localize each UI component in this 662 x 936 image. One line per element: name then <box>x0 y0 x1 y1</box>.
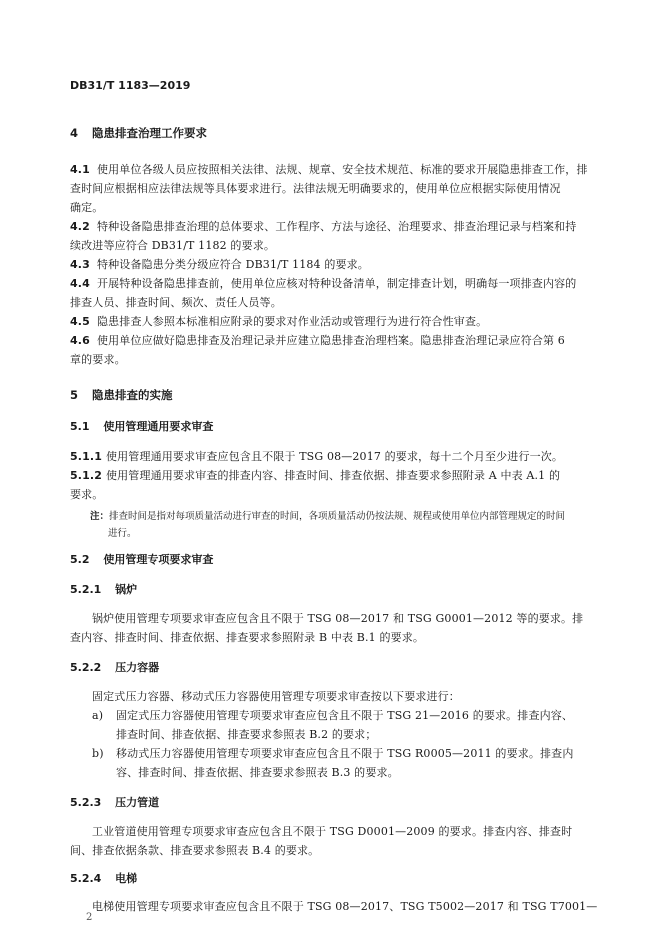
list-marker: b) <box>92 747 104 760</box>
clause-4-1-line-1 <box>70 161 588 177</box>
clause-number: 4.2 <box>70 220 90 233</box>
clause-4-2-line-1 <box>70 218 576 234</box>
clause-number: 4.3 <box>70 258 90 271</box>
vessel-item-b-line-2: 容、排查时间、排查依据、排查要求参照表 B.3 的要求。 <box>116 766 399 779</box>
clause-text: 隐患排查人参照本标准相应附录的要求对作业活动或管理行为进行符合性审查。 <box>97 315 488 328</box>
vessel-item-a-line-2: 排查时间、排查依据、排查要求参照表 B.2 的要求； <box>116 728 377 741</box>
vessel-item-a-line-1 <box>92 707 573 723</box>
clause-number: 5.2.3 <box>70 796 102 809</box>
clause-5-1-2-line-1 <box>70 467 560 483</box>
subsection-5-2-heading <box>70 551 213 567</box>
clause-5-2-3-heading <box>70 794 159 810</box>
clause-5-2-1-heading <box>70 581 137 597</box>
boiler-text-line-1: 锅炉使用管理专项要求审查应包含且不限于 TSG 08—2017 和 TSG G0001—2012 等的要求。排 <box>92 612 584 625</box>
clause-number: 4.1 <box>70 163 90 176</box>
section-title: 隐患排查治理工作要求 <box>92 126 208 140</box>
pipe-text-line-2: 间、排查依据条款、排查要求参照表 B.4 的要求。 <box>70 844 320 857</box>
clause-text: 开展特种设备隐患排查前，使用单位应核对特种设备清单，制定排查计划，明确每一项排查内容的 <box>97 277 577 290</box>
section-title: 隐患排查的实施 <box>92 388 173 402</box>
section-5-heading <box>70 387 173 403</box>
subsection-title: 使用管理专项要求审查 <box>103 553 214 566</box>
section-4-heading <box>70 125 207 141</box>
clause-text: 使用单位应做好隐患排查及治理记录并应建立隐患排查治理档案。隐患排查治理记录应符合第 6 <box>97 334 565 347</box>
clause-text: 使用管理通用要求审查应包含且不限于 TSG 08—2017 的要求，每十二个月至少进行一次。 <box>106 450 564 463</box>
clause-4-1-line-3: 确定。 <box>70 201 104 214</box>
clause-4-6-line-2: 章的要求。 <box>70 353 126 366</box>
clause-title: 压力容器 <box>115 661 160 674</box>
clause-text: 使用单位各级人员应按照相关法律、法规、规章、安全技术规范、标准的要求开展隐患排查工作，排 <box>97 163 588 176</box>
clause-number: 5.2.4 <box>70 872 102 885</box>
vessel-intro: 固定式压力容器、移动式压力容器使用管理专项要求审查按以下要求进行： <box>92 690 460 703</box>
clause-4-1-line-2: 查时间应根据相应法律法规等具体要求进行。法律法规无明确要求的，使用单位应根据实际使用情况 <box>70 182 561 195</box>
note-label: 注： <box>90 511 110 522</box>
clause-number: 5.2.2 <box>70 661 102 674</box>
clause-text: 特种设备隐患排查治理的总体要求、工作程序、方法与途径、治理要求、排查治理记录与档案和持 <box>97 220 577 233</box>
clause-5-2-4-heading <box>70 870 137 886</box>
note-text: 排查时间是指对每项质量活动进行审查的时间，各项质量活动仍按法规、规程或使用单位内部管理规定的时间 <box>109 511 566 522</box>
list-text: 移动式压力容器使用管理专项要求审查应包含且不限于 TSG R0005—2011 的要求。排查内 <box>116 747 574 760</box>
clause-text: 特种设备隐患分类分级应符合 DB31/T 1184 的要求。 <box>97 258 369 271</box>
clause-4-5 <box>70 313 487 329</box>
clause-4-2-line-2: 续改进等应符合 DB31/T 1182 的要求。 <box>70 239 276 252</box>
clause-5-1-2-line-2: 要求。 <box>70 488 104 501</box>
subsection-5-1-heading <box>70 418 213 434</box>
vessel-item-b-line-1 <box>92 745 573 761</box>
subsection-title: 使用管理通用要求审查 <box>103 420 214 433</box>
standard-code-header: DB31/T 1183—2019 <box>70 79 191 92</box>
subsection-number: 5.1 <box>70 420 90 433</box>
note-line-1 <box>90 508 565 522</box>
subsection-number: 5.2 <box>70 553 90 566</box>
section-number: 5 <box>70 388 79 402</box>
clause-5-1-1 <box>70 448 563 464</box>
clause-title: 电梯 <box>115 872 138 885</box>
elevator-text-line-1: 电梯使用管理专项要求审查应包含且不限于 TSG 08—2017、TSG T5002—2017 和 TSG T7001— <box>92 900 598 913</box>
boiler-text-line-2: 查内容、排查时间、排查依据、排查要求参照附录 B 中表 B.1 的要求。 <box>70 631 425 644</box>
clause-4-4-line-2: 排查人员、排查时间、频次、责任人员等。 <box>70 296 282 309</box>
section-number: 4 <box>70 126 79 140</box>
clause-number: 4.6 <box>70 334 90 347</box>
note-line-2: 进行。 <box>108 528 137 539</box>
clause-text: 使用管理通用要求审查的排查内容、排查时间、排查依据、排查要求参照附录 A 中表 A.1 的 <box>106 469 561 482</box>
pipe-text-line-1: 工业管道使用管理专项要求审查应包含且不限于 TSG D0001—2009 的要求。排查内容、排查时 <box>92 825 573 838</box>
clause-number: 4.5 <box>70 315 90 328</box>
clause-number: 5.2.1 <box>70 583 102 596</box>
clause-number: 5.1.1 <box>70 450 103 463</box>
clause-4-4-line-1 <box>70 275 576 291</box>
list-text: 固定式压力容器使用管理专项要求审查应包含且不限于 TSG 21—2016 的要求。排查内容、 <box>116 709 574 722</box>
clause-title: 锅炉 <box>115 583 138 596</box>
clause-4-3 <box>70 256 369 272</box>
clause-number: 4.4 <box>70 277 90 290</box>
page-number: 2 <box>86 912 93 923</box>
clause-title: 压力管道 <box>115 796 160 809</box>
clause-4-6-line-1 <box>70 332 565 348</box>
clause-number: 5.1.2 <box>70 469 103 482</box>
list-marker: a) <box>92 709 104 722</box>
clause-5-2-2-heading <box>70 659 159 675</box>
